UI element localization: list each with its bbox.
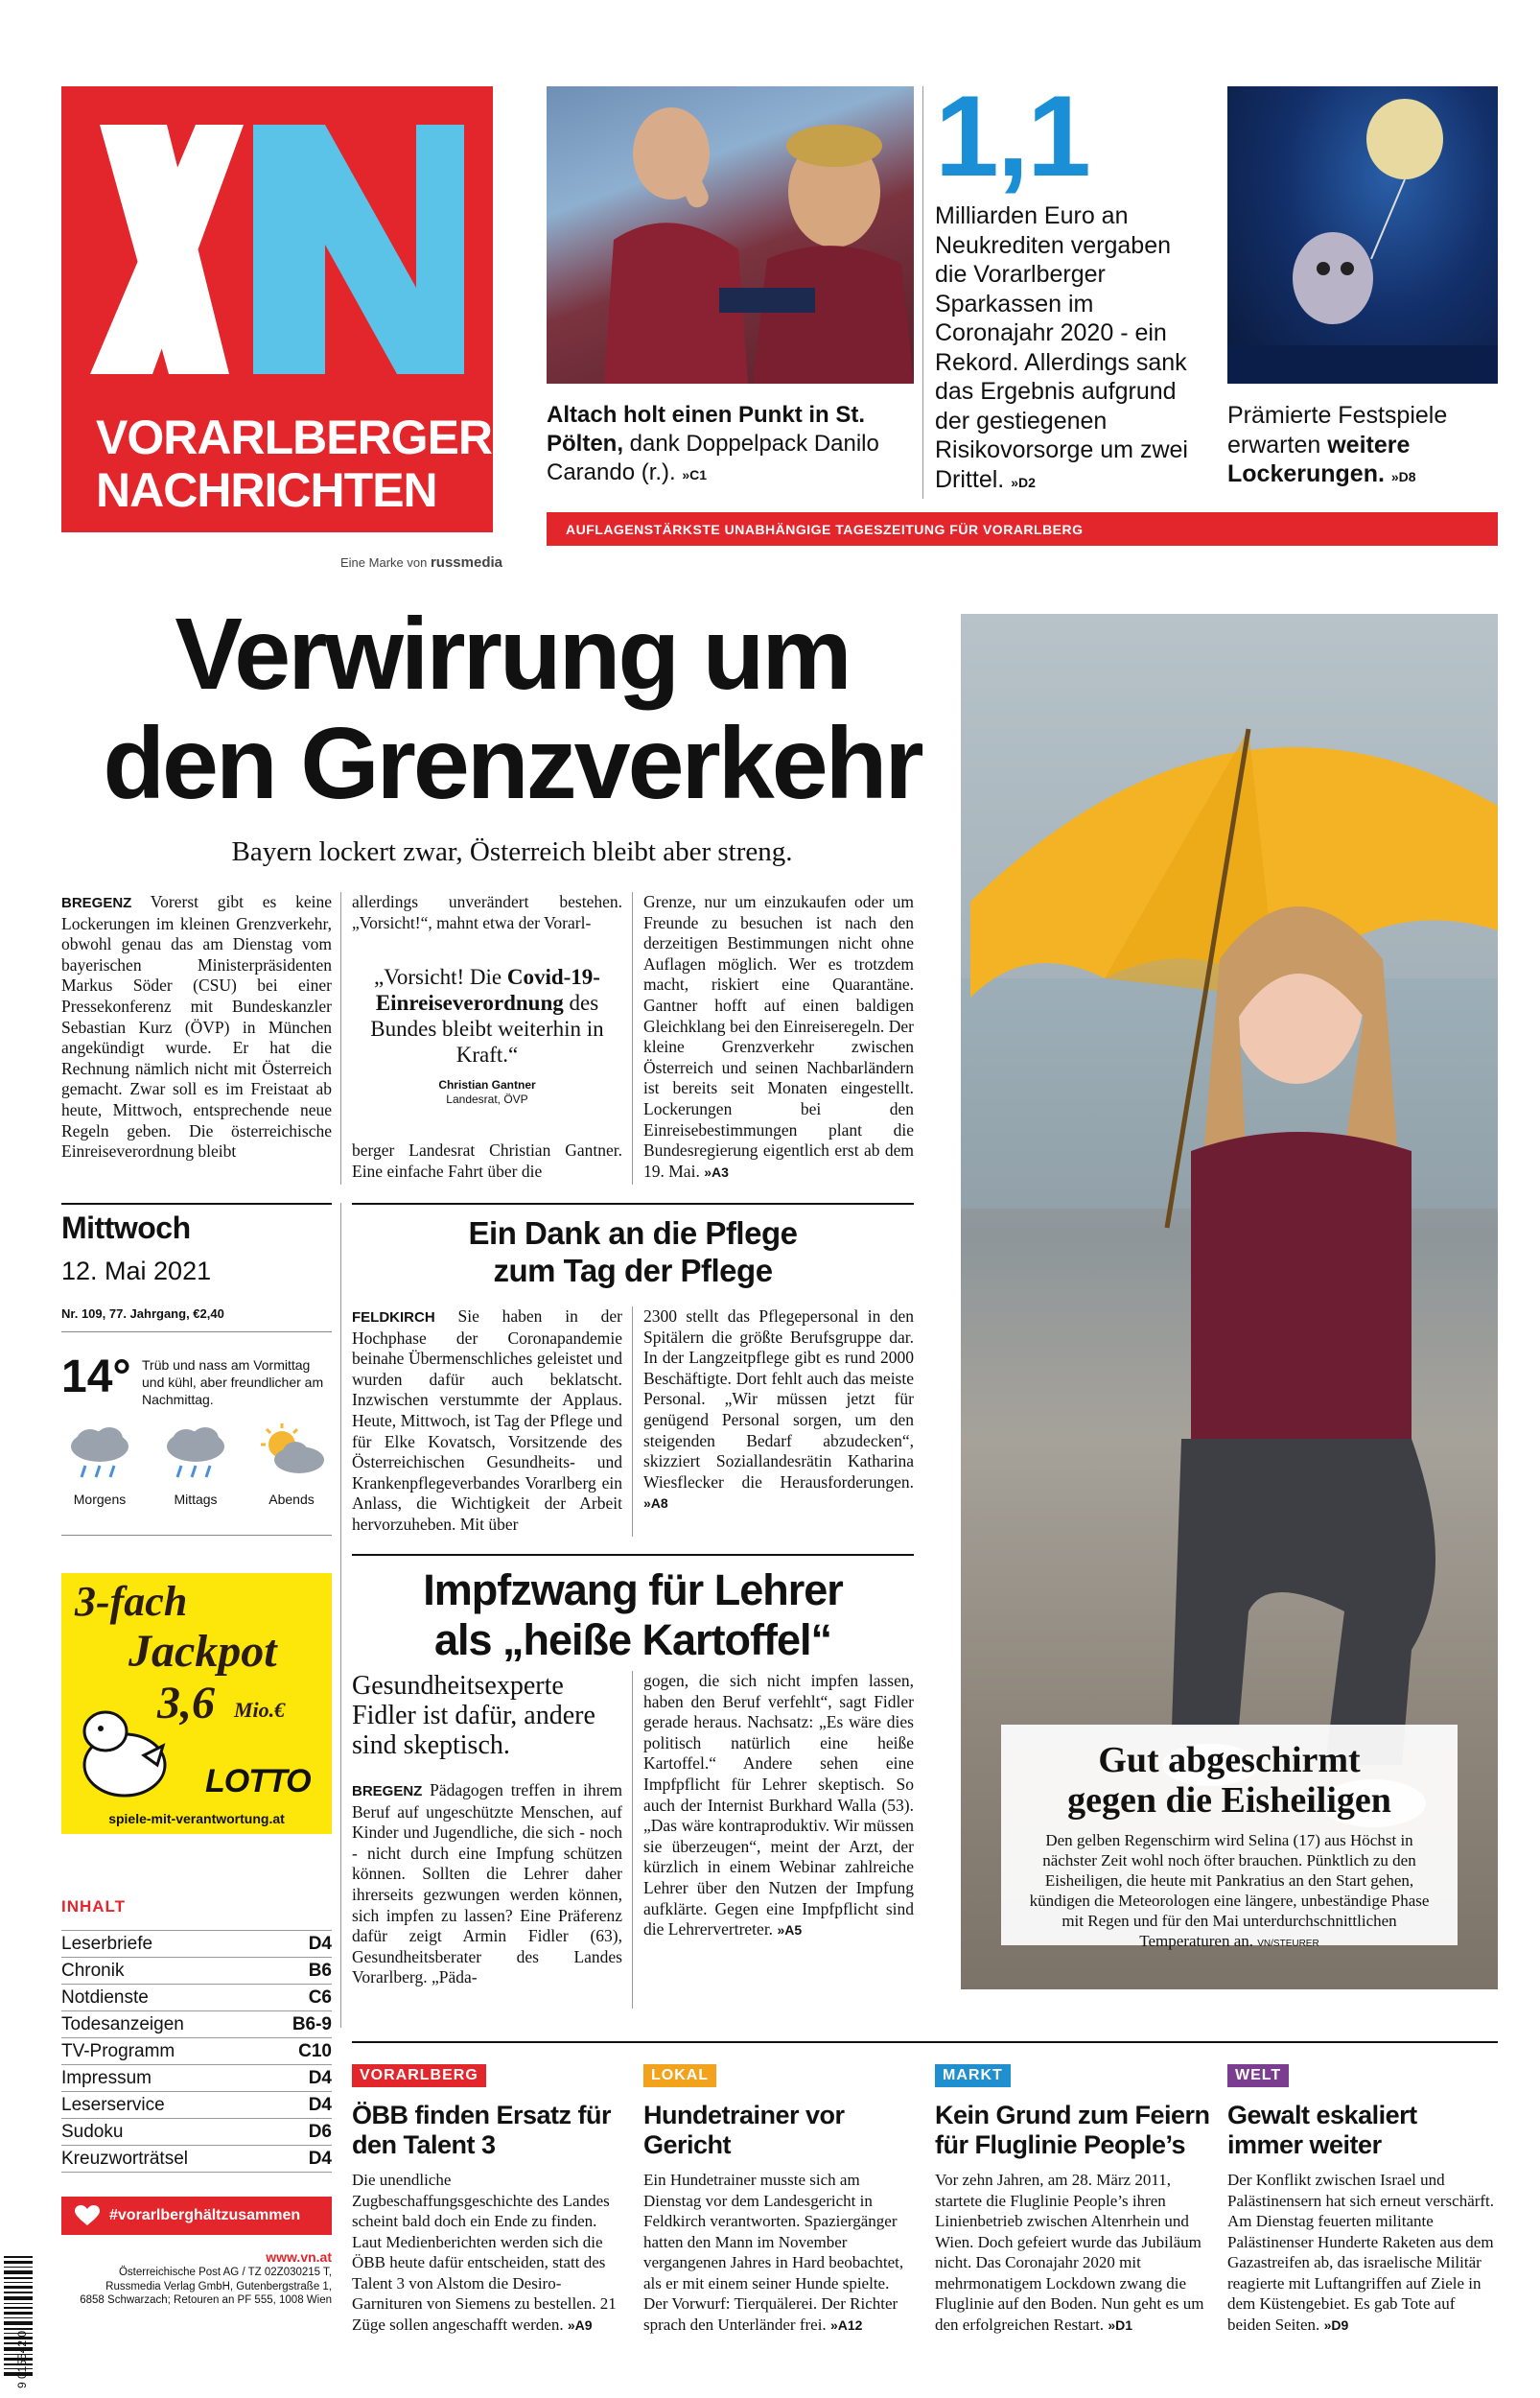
pflege-ref[interactable]: »A8	[643, 1495, 668, 1512]
impfzwang-headline[interactable]	[352, 1565, 914, 1665]
sidebar-rule-2	[61, 1331, 332, 1332]
inhalt-page: B6	[308, 1960, 332, 1981]
teaser-altach-ref[interactable]: »C1	[682, 467, 708, 482]
lotto-amount: 3,6	[157, 1678, 215, 1728]
inhalt-name: Notdienste	[61, 1987, 149, 2008]
bottom-text-lokal-body: Ein Hundetrainer musste sich am Dienstag vor dem Landesgericht in Feldkirch verantworten. Spaziergänger hatten den Mann im November vergangenen Jahres in Hard beobachtet, als er mit einem seiner Hunde spielte. Der Vorwurf: Tierquälerei. Der Richter sprach den Unterländer frei.	[643, 2171, 904, 2334]
lead-col2-bottom: berger Landesrat Christian Gantner. Eine einfache Fahrt über die	[352, 1140, 622, 1181]
pflege-col1-text: Sie haben in der Hochphase der Coronapandemie beinahe Übermenschliches geleistet und wurden dafür auch beklatscht. Inzwischen verstummte der Applaus. Heute, Mittwoch, ist Tag der Pflege und für Elke Kovatsch, Vorsitzende des Österreichischen Gesundheits- und Krankenpflegeverbandes Vorarlberg ein Anlass, die Wichtigkeit der Arbeit hervorzuheben. Mit über	[352, 1306, 623, 1534]
masthead-name-line1: VORARLBERGER	[96, 411, 493, 464]
inhalt-page: D4	[308, 2148, 332, 2169]
tagline-text: AUFLAGENSTÄRKSTE UNABHÄNGIGE TAGESZEITUNG FÜR VORARLBERG	[566, 522, 1084, 537]
teaser-sparkassen[interactable]	[935, 201, 1208, 497]
barcode	[0, 2256, 42, 2398]
impfzwang-rule	[352, 1554, 914, 1556]
masthead-logo[interactable]	[61, 86, 493, 532]
impfzwang-col1	[352, 1780, 622, 1988]
pflege-headline[interactable]	[352, 1214, 914, 1289]
sidebar-divider	[340, 1203, 341, 2028]
pflege-col2	[643, 1306, 914, 1515]
imprint	[61, 2248, 332, 2308]
pflege-col1	[352, 1306, 622, 1536]
weather-label-noon: Mittags	[174, 1492, 218, 1507]
weather-noon	[157, 1423, 234, 1507]
lead-dateline: BREGENZ	[61, 895, 132, 911]
impfzwang-dateline: BREGENZ	[352, 1783, 423, 1799]
tag-lokal[interactable]: LOKAL	[643, 2064, 716, 2087]
bottom-text-markt	[935, 2170, 1205, 2336]
photo-credit: VN/STEURER	[1257, 1939, 1319, 1949]
inhalt-page: D4	[308, 2067, 332, 2088]
lotto-ad[interactable]	[61, 1573, 332, 1834]
inhalt-name: Chronik	[61, 1960, 125, 1981]
brand-name: russmedia	[430, 554, 502, 571]
photo-headline-line2: gegen die Eisheiligen	[1067, 1780, 1391, 1821]
tag-welt[interactable]: WELT	[1227, 2064, 1289, 2087]
inhalt-name: Kreuzworträtsel	[61, 2148, 188, 2169]
impfzwang-col2-text: gogen, die sich nicht impfen lassen, haben den Beruf verfehlt“, sagt Fidler gerade heraus. Nachsatz: „Es wäre dies politisch natürlich eine heiße Kartoffel.“ Andere sehen eine Impfpflicht für Lehrer skeptisch. So auch der Internist Burkhard Walla (53). „Das wäre kontraproduktiv. Wir müssen sie überzeugen“, meint der Arzt, der kürzlich in einem Webinar zahlreiche Lehrer über den Nutzen der Impfung aufklärte. Gegen eine Impfpflicht sind die Lehrervertreter.	[643, 1671, 914, 1940]
imprint-line3: 6858 Schwarzach; Retouren an PF 555, 1008 Wien	[80, 2294, 332, 2306]
impfzwang-subhead: Gesundheitsexperte Fidler ist dafür, andere sind skeptisch.	[352, 1671, 595, 1760]
tag-markt[interactable]: MARKT	[935, 2064, 1011, 2087]
weather-label-evening: Abends	[268, 1492, 315, 1507]
lead-headline-line2: den Grenzverkehr	[103, 707, 922, 820]
football-players-icon	[547, 86, 914, 384]
inhalt-page: B6-9	[292, 2013, 332, 2034]
weather-evening	[253, 1423, 330, 1507]
bottom-ref-vorarlberg[interactable]: »A9	[567, 2316, 593, 2333]
inhalt-row[interactable]	[61, 2092, 332, 2119]
rain-cloud-icon	[61, 1423, 138, 1487]
bottom-text-markt-body: Vor zehn Jahren, am 28. März 2011, startete die Fluglinie People’s ihren Linienbetrieb zwischen Altenrhein und Wien. Doch gefeiert wurde das Jubiläum nicht. Das Coronajahr 2020 mit mehrmonatigem Lockdown zwang die Fluglinie auf den Boden. Nun geht es um den erfolgreichen Restart.	[935, 2171, 1204, 2334]
bottom-ref-markt[interactable]: »D1	[1108, 2316, 1132, 2333]
teaser-altach-bold: Altach holt einen Punkt in St. Pölten,	[547, 402, 866, 457]
teaser-sparkassen-text: Milliarden Euro an Neukrediten vergaben die Vorarlberger Sparkassen im Coronajahr 2020 - ein Rekord. Allerdings sank das Ergebnis aufgrund der gestiegenen Risikovorsorge um zwei Drittel.	[935, 202, 1188, 493]
weather-morning	[61, 1423, 138, 1507]
brand-line	[340, 554, 502, 571]
inhalt-row[interactable]	[61, 2146, 332, 2173]
weather-temp: 14°	[61, 1352, 131, 1402]
lotto-unit: Mio.€	[234, 1698, 286, 1722]
lead-headline[interactable]	[61, 600, 963, 818]
photo-headline-line1: Gut abgeschirmt	[1098, 1740, 1361, 1780]
impfzwang-headline-line1: Impfzwang für Lehrer	[423, 1565, 843, 1614]
inhalt-name: Leserbriefe	[61, 1933, 153, 1954]
inhalt-row[interactable]	[61, 2119, 332, 2146]
heart-icon	[75, 2205, 100, 2226]
teaser-sparkassen-number: 1,1	[935, 72, 1089, 200]
lead-col1-text: Vorerst gibt es keine Lockerungen im kleinen Grenzverkehr, obwohl genau das am Dienstag vom bayerischen Ministerpräsidenten Markus Söder (CSU) bei einer Pressekonferenz mit Bundeskanzler Sebastian Kurz (ÖVP) in München angekündigt wurde. Er hat die Rechnung nämlich nicht mit Österreich gemacht. Zwar soll es im Freistaat ab heute, Mittwoch, entsprechende neue Regeln geben. Die österreichische Einreiseverordnung bleibt	[61, 892, 332, 1162]
masthead-name-line2: NACHRICHTEN	[96, 463, 437, 517]
lead-col3-text: Grenze, nur um einzukaufen oder um Freunde zu besuchen ist nach den derzeitigen Bestimmungen nicht ohne Auflagen möglich. Wer es trotzdem macht, riskiert eine Quarantäne. Gantner hofft auf einen baldigen Gleichklang bei den Einreiseregeln. Der kleine Grenzverkehr zwischen Österreich und seinen Nachbarländern ist bereits seit Monaten eingestellt. Lockerungen bei den Einreisebestimmungen plant die Bundesregierung eigentlich erst ab dem 19. Mai.	[643, 892, 914, 1181]
lead-divider-2	[632, 892, 633, 1185]
football-photo[interactable]	[547, 86, 914, 384]
lead-quote-b: Covid-19-Einreiseverordnung	[375, 965, 600, 1015]
bottom-text-welt-body: Der Konflikt zwischen Israel und Palästinensern hat sich erneut verschärft. Am Dienstag feuerten militante Palästinenser Hunderte Raketen aus dem Gazastreifen ab, das israelische Militär reagierte mit Luftangriffen auf Ziele in dem Küstengebiet. Es gab Tote auf beiden Seiten.	[1227, 2171, 1495, 2334]
inhalt-row[interactable]	[61, 2038, 332, 2065]
lotto-line2: Jackpot	[128, 1626, 277, 1677]
lead-quote	[352, 964, 622, 1107]
photo-headline[interactable]	[1020, 1740, 1438, 1821]
bottom-rule	[352, 2041, 1498, 2043]
lead-ref[interactable]: »A3	[704, 1164, 729, 1180]
inhalt-row[interactable]	[61, 2065, 332, 2092]
impfzwang-col1-text: Pädagogen treffen in ihrem Beruf auf ungeschützte Menschen, auf Kinder und Jugendliche, die sich - noch - nicht durch eine Impfung schützen können. Sollten die Lehrer daher ihrerseits gezwungen werden können, sich impfen zu lassen? Eine Präferenz dafür zeigt Armin Fidler (63), Gesundheitsberater des Landes Vorarlberg. „Päda-	[352, 1780, 622, 1987]
inhalt-page: C6	[308, 1987, 332, 2008]
inhalt-page: D6	[308, 2121, 332, 2142]
inhalt-title: INHALT	[61, 1897, 127, 1916]
teaser-sparkassen-ref[interactable]: »D2	[1011, 474, 1036, 490]
pflege-col2-text: 2300 stellt das Pflegepersonal in den Spitälern die größte Berufsgruppe dar. In der Langzeitpflege gibt es rund 2000 Beschäftigte. Dort fehlt auch das meiste Personal. „Wir müssen jetzt für genügend Personal sorgen, um den steigenden Bedarf abzudecken“, skizziert Soziallandesrätin Katharina Wiesflecker die Herausforderungen.	[643, 1306, 914, 1492]
impfzwang-headline-line2: als „heiße Kartoffel“	[433, 1615, 832, 1664]
inhalt-name: Leserservice	[61, 2094, 165, 2115]
lotto-brand: LOTTO	[205, 1763, 311, 1799]
teaser-divider	[922, 86, 923, 499]
pflege-headline-line2: zum Tag der Pflege	[493, 1253, 773, 1288]
teaser-altach-text: dank Doppelpack Danilo Carando (r.).	[547, 431, 879, 485]
lead-quote-a: „Vorsicht! Die	[374, 965, 507, 989]
inhalt-name: Impressum	[61, 2067, 152, 2088]
pflege-dateline: FELDKIRCH	[352, 1309, 435, 1326]
bottom-text-vorarlberg	[352, 2170, 622, 2336]
hashtag-text: #vorarlberghältzusammen	[109, 2207, 301, 2223]
tagline-bar	[547, 512, 1498, 546]
lead-col3	[643, 892, 914, 1183]
photo-caption	[1020, 1830, 1438, 1954]
teaser-festspiele-bold: weitere Lockerungen.	[1227, 431, 1411, 487]
lead-col2-top: allerdings unverändert bestehen. „Vorsicht!“, mahnt etwa der Vorarl-	[352, 892, 622, 932]
bottom-title-lokal[interactable]: Hundetrainer vor Gericht	[643, 2101, 845, 2159]
festspiele-stage-icon	[1227, 86, 1498, 384]
lotto-url[interactable]: spiele-mit-verantwortung.at	[108, 1811, 285, 1826]
festspiele-photo[interactable]	[1227, 86, 1498, 384]
inhalt-page: D4	[308, 2094, 332, 2115]
impfzwang-ref[interactable]: »A5	[777, 1922, 803, 1939]
bottom-title-vorarlberg[interactable]: ÖBB finden Ersatz für den Talent 3	[352, 2101, 612, 2159]
weather-label-morning: Morgens	[73, 1492, 127, 1507]
impfzwang-divider	[632, 1671, 633, 2009]
brand-prefix: Eine Marke von	[340, 555, 428, 570]
inhalt-row[interactable]	[61, 2011, 332, 2038]
sidebar-rule-top	[61, 1203, 332, 1205]
vn-logo-icon	[61, 86, 493, 403]
rain-cloud-icon	[157, 1423, 234, 1487]
pflege-rule	[352, 1203, 914, 1205]
inhalt-page: D4	[308, 1933, 332, 1954]
pflege-divider	[632, 1306, 633, 1537]
bottom-text-vorarlberg-body: Die unendliche Zugbeschaffungsgeschichte des Landes scheint bald doch ein Ende zu finden. Laut Medienberichten werden sich die ÖBB heute dafür entscheiden, statt des Talent 3 von Alstom die Desiro-Garnituren von Siemens zu bestellen. 21 Züge sollen angeschafft werden.	[352, 2171, 617, 2334]
bottom-ref-welt[interactable]: »D9	[1323, 2316, 1349, 2333]
bottom-title-markt[interactable]: Kein Grund zum Feiern für Fluglinie People’s	[935, 2101, 1210, 2159]
teaser-festspiele-ref[interactable]: »D8	[1390, 469, 1416, 484]
inhalt-row[interactable]	[61, 1985, 332, 2011]
imprint-url[interactable]: www.vn.at	[266, 2249, 332, 2265]
teaser-festspiele-text: Prämierte Festspiele erwarten	[1227, 402, 1448, 458]
inhalt-name: Sudoku	[61, 2121, 124, 2142]
lead-quote-role: Landesrat, ÖVP	[446, 1093, 528, 1106]
inhalt-row[interactable]	[61, 1958, 332, 1985]
teaser-festspiele[interactable]	[1227, 401, 1501, 492]
inhalt-list	[61, 1930, 332, 2173]
lead-subhead: Bayern lockert zwar, Österreich bleibt aber streng.	[231, 836, 793, 867]
impfzwang-col2	[643, 1671, 914, 1941]
date-weekday: Mittwoch	[61, 1211, 191, 1245]
sidebar-rule-3	[61, 1535, 332, 1536]
barcode-digits: 9 015542 0	[15, 2330, 29, 2388]
sun-cloud-icon	[253, 1423, 330, 1487]
bottom-text-lokal	[643, 2170, 914, 2336]
photo-caption-text: Den gelben Regenschirm wird Selina (17) aus Höchst in nächster Zeit wohl noch öfter brauchen. Pünktlich zu den Eisheiligen, die heute mit Pankratius an den Start gehen, kündigen die Meteorologen eine längere, unbeständige Phase mit Regen und für den Mai unterdurchschnittlichen Temperaturen an.	[1029, 1831, 1430, 1950]
hashtag-banner[interactable]	[61, 2197, 332, 2235]
inhalt-name: TV-Programm	[61, 2040, 175, 2061]
umbrella-photo[interactable]	[961, 614, 1498, 1989]
pflege-headline-line1: Ein Dank an die Pflege	[468, 1215, 798, 1251]
inhalt-page: C10	[298, 2040, 332, 2061]
lead-quote-c: des Bundes bleibt weiterhin in Kraft.“	[370, 991, 604, 1067]
lead-col1	[61, 892, 332, 1163]
date-issue: Nr. 109, 77. Jahrgang, €2,40	[61, 1306, 224, 1321]
inhalt-row[interactable]	[61, 1931, 332, 1958]
lead-quote-author: Christian Gantner	[438, 1078, 536, 1092]
lead-headline-line1: Verwirrung um	[175, 598, 850, 711]
imprint-line1: Österreichische Post AG / TZ 02Z030215 T,	[118, 2267, 332, 2278]
bottom-ref-lokal[interactable]: »A12	[829, 2316, 863, 2333]
lotto-line1: 3-fach	[75, 1578, 188, 1625]
tag-vorarlberg[interactable]: VORARLBERG	[352, 2064, 486, 2087]
teaser-altach[interactable]	[547, 401, 916, 489]
weather-forecast: Trüb und nass am Vormittag und kühl, aber freundlicher am Nachmittag.	[142, 1357, 324, 1407]
lotto-mascot-icon	[67, 1698, 182, 1803]
bottom-text-welt	[1227, 2170, 1498, 2336]
date-full: 12. Mai 2021	[61, 1257, 212, 1285]
inhalt-name: Todesanzeigen	[61, 2013, 184, 2034]
lead-divider-1	[340, 892, 341, 1185]
imprint-line2: Russmedia Verlag GmbH, Gutenbergstraße 1,	[105, 2280, 332, 2292]
bottom-title-welt[interactable]: Gewalt eskaliert immer weiter	[1227, 2101, 1417, 2159]
photo-caption-box	[1001, 1725, 1458, 1950]
